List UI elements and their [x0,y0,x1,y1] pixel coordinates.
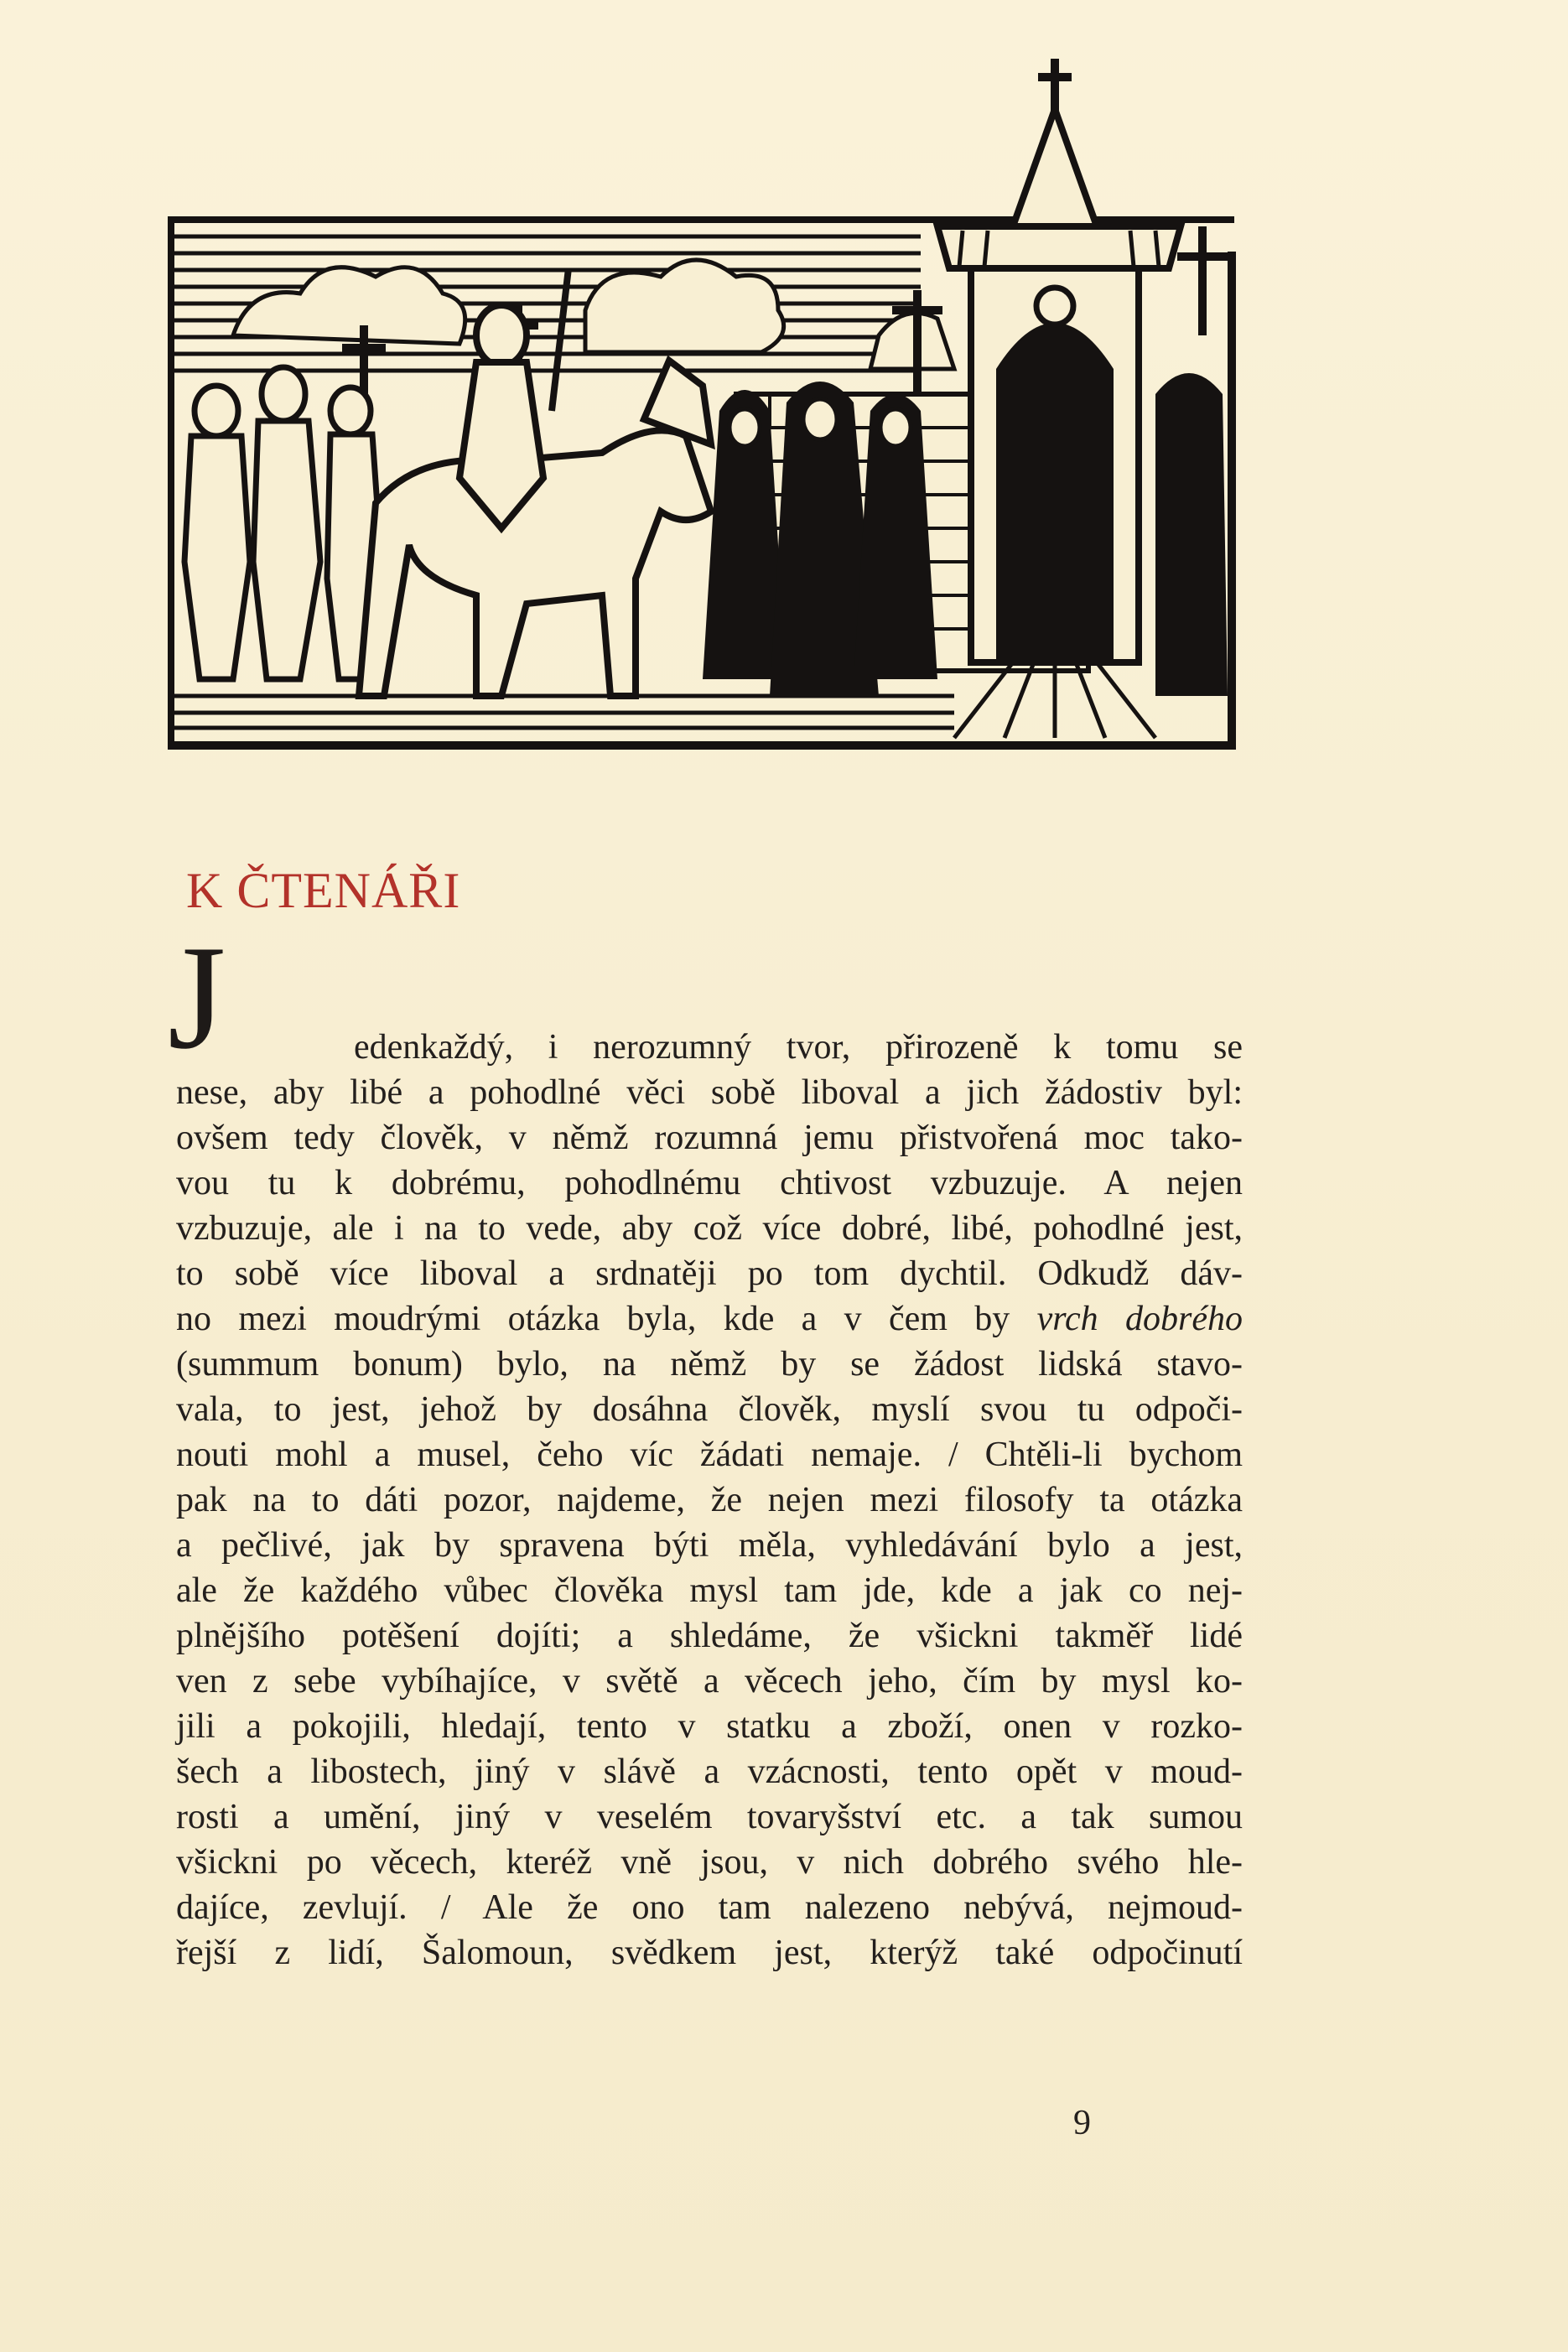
page-number: 9 [1073,2104,1091,2142]
text-line: (summum bonum) bylo, na němž by se žádost lidská stavo- [176,1345,1243,1384]
text-line: nouti mohl a musel, čeho víc žádati nemaje. / Chtěli-li bychom [176,1436,1243,1474]
text-line: jili a pokojili, hledají, tento v statku a zboží, onen v rozko- [176,1707,1243,1746]
text-line: ven z sebe vybíhajíce, v světě a věcech jeho, čím by mysl ko- [176,1662,1243,1700]
text-line: ovšem tedy člověk, v němž rozumná jemu přistvořená moc tako- [176,1119,1243,1157]
drop-cap: J [168,914,226,1080]
text-line: vala, to jest, jehož by dosáhna člověk, myslí svou tu odpoči- [176,1390,1243,1429]
text-line: vou tu k dobrému, pohodlnému chtivost vzbuzuje. A nejen [176,1164,1243,1202]
text-line: plnějšího potěšení dojíti; a shledáme, že všickni takměř lidé [176,1617,1243,1655]
text-line: ale že každého vůbec člověka mysl tam jde, kde a jak co nej- [176,1571,1243,1610]
text-line: no mezi moudrými otázka byla, kde a v čem by vrch dobrého [176,1300,1243,1338]
text-line: všickni po věcech, kteréž vně jsou, v nich dobrého svého hle- [176,1843,1243,1882]
chapter-heading: K ČTENÁŘI [186,863,461,918]
text-line: edenkaždý, i nerozumný tvor, přirozeně k tomu se [354,1028,1243,1067]
italic-term: vrch dobrého [1036,1300,1243,1338]
text-line: pak na to dáti pozor, najdeme, že nejen mezi filosofy ta otázka [176,1481,1243,1519]
text-line: vzbuzuje, ale i na to vede, aby což více dobré, libé, pohodlné jest, [176,1209,1243,1248]
text-line: rosti a umění, jiný v veselém tovaryšství etc. a tak sumou [176,1798,1243,1836]
woodcut-illustration [166,59,1239,751]
text-line: to sobě více liboval a srdnatěji po tom dychtil. Odkudž dáv- [176,1254,1243,1293]
text-line: a pečlivé, jak by spravena býti měla, vyhledávání bylo a jest, [176,1526,1243,1565]
text-line: řejší z lidí, Šalomoun, svědkem jest, kterýž také odpočinutí [176,1934,1243,1972]
text-line: nese, aby libé a pohodlné věci sobě liboval a jich žádostiv byl: [176,1073,1243,1112]
text-line: dajíce, zevlují. / Ale že ono tam nalezeno nebývá, nejmoud- [176,1888,1243,1927]
text-line: šech a libostech, jiný v slávě a vzácnosti, tento opět v moud- [176,1752,1243,1791]
